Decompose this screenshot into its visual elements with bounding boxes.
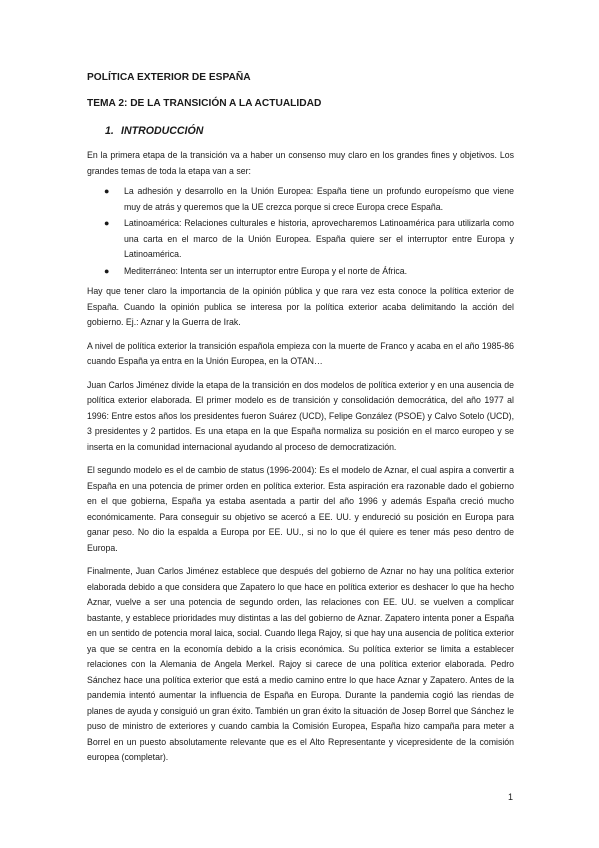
list-item <box>104 264 514 280</box>
topic-list <box>87 184 514 279</box>
list-item-text: Latinoamérica: Relaciones culturales e historia, aprovecharemos Latinoamérica para utilizarla como una carta en el marco de la Unión Europea. España quiere ser el interruptor entre Europa y Latinoamérica. <box>124 218 514 259</box>
list-item-text: La adhesión y desarrollo en la Unión Europea: España tiene un profundo europeísmo que viene muy de atrás y queremos que la UE crezca porque si crece Europa crece España. <box>124 186 514 212</box>
list-item <box>104 184 514 215</box>
intro-paragraph: En la primera etapa de la transición va a haber un consenso muy claro en los grandes fines y objetivos. Los grandes temas de toda la etapa van a ser: <box>87 150 514 176</box>
page-number: 1 <box>508 792 514 802</box>
document-subtitle: TEMA 2: DE LA TRANSICIÓN A LA ACTUALIDAD <box>87 98 322 109</box>
section-heading-text: INTRODUCCIÓN <box>121 125 204 137</box>
section-number: 1. <box>105 125 114 137</box>
paragraph-first-model: Juan Carlos Jiménez divide la etapa de la transición en dos modelos de política exterior y en una ausencia de política exterior elaborada. El primer modelo es de transición y consolidación democrática, del año 1977 al 1996: Entre estos años los presidentes fueron Suárez (UCD), Felipe González (PSOE) y Calvo Sotelo (UCD), 3 presidentes y 2 partidos. Es una etapa en la que España normaliza su posición en el marco europeo y se inserta en la comunidad internacional ayudando al proceso de democratización. <box>87 379 514 452</box>
bullet-icon: ● <box>104 186 110 196</box>
paragraph-transition-timeline: A nivel de política exterior la transición española empieza con la muerte de Franco y acaba en el año 1985-86 cuando España ya entra en la Unión Europea, en la OTAN… <box>87 340 514 366</box>
paragraph-post-aznar: Finalmente, Juan Carlos Jiménez establece que después del gobierno de Aznar no hay una política exterior elaborada debido a que considera que Zapatero lo que hace en política exterior es deshacer lo que ha hecho Aznar, vuelve a ser una potencia de segundo orden, las relaciones con EE. UU. se vuelven a complicar bastante, y establece prioridades muy distintas a las del gobierno de Aznar. Zapatero intenta poner a España en un sentido de potencia moral laica, social. Cuando llega Rajoy, si que hay una ausencia de política exterior ya que se centra en la economía debido a la crisis económica. Su política exterior se limita a establecer relaciones con la Alemania de Angela Merkel. Rajoy si carece de una política exterior elaborada. Pedro Sánchez hace una política exterior que está a medio camino entre lo que hace Aznar y Zapatero. Antes de la pandemia intentó aumentar la influencia de España en Europa. Durante la pandemia cogió las riendas de planes de ayuda y consiguió un gran éxito. También un gran éxito la situación de Josep Borrel que Sánchez le puso de ministro de exteriores y cuando cambia la Comisión Europea, España hizo campaña para meter a Borrel en un puesto absolutamente relevante que es el Alto Representante y vicepresidente de la comisión europea (completar). <box>87 566 514 762</box>
list-item-text: Mediterráneo: Intenta ser un interruptor entre Europa y el norte de África. <box>124 265 408 276</box>
document-body <box>87 71 514 766</box>
paragraph-second-model: El segundo modelo es el de cambio de status (1996-2004): Es el modelo de Aznar, el cual aspira a convertir a España en una potencia de primer orden en política exterior. Esta aspiración era razonable dado el gobierno en el que gobierna, España ya estaba asentada a partir del año 1996 y además España creció mucho económicamente. Para conseguir su objetivo se acercó a EE. UU. y endureció su posición en Europa para ganar peso. No dio la espalda a Europa por EE. UU., si no lo que él quiere es tener más peso dentro de Europa. <box>87 465 514 553</box>
list-item <box>104 216 514 263</box>
document-title: POLÍTICA EXTERIOR DE ESPAÑA <box>87 72 251 83</box>
section-heading <box>105 124 514 138</box>
bullet-icon: ● <box>104 265 110 276</box>
paragraph-public-opinion: Hay que tener claro la importancia de la opinión pública y que rara vez esta conoce la política exterior de España. Cuando la opinión publica se interesa por la política exterior acaba delimitando la acción del gobierno. Ej.: Aznar y la Guerra de Irak. <box>87 286 514 327</box>
bullet-icon: ● <box>104 218 110 228</box>
